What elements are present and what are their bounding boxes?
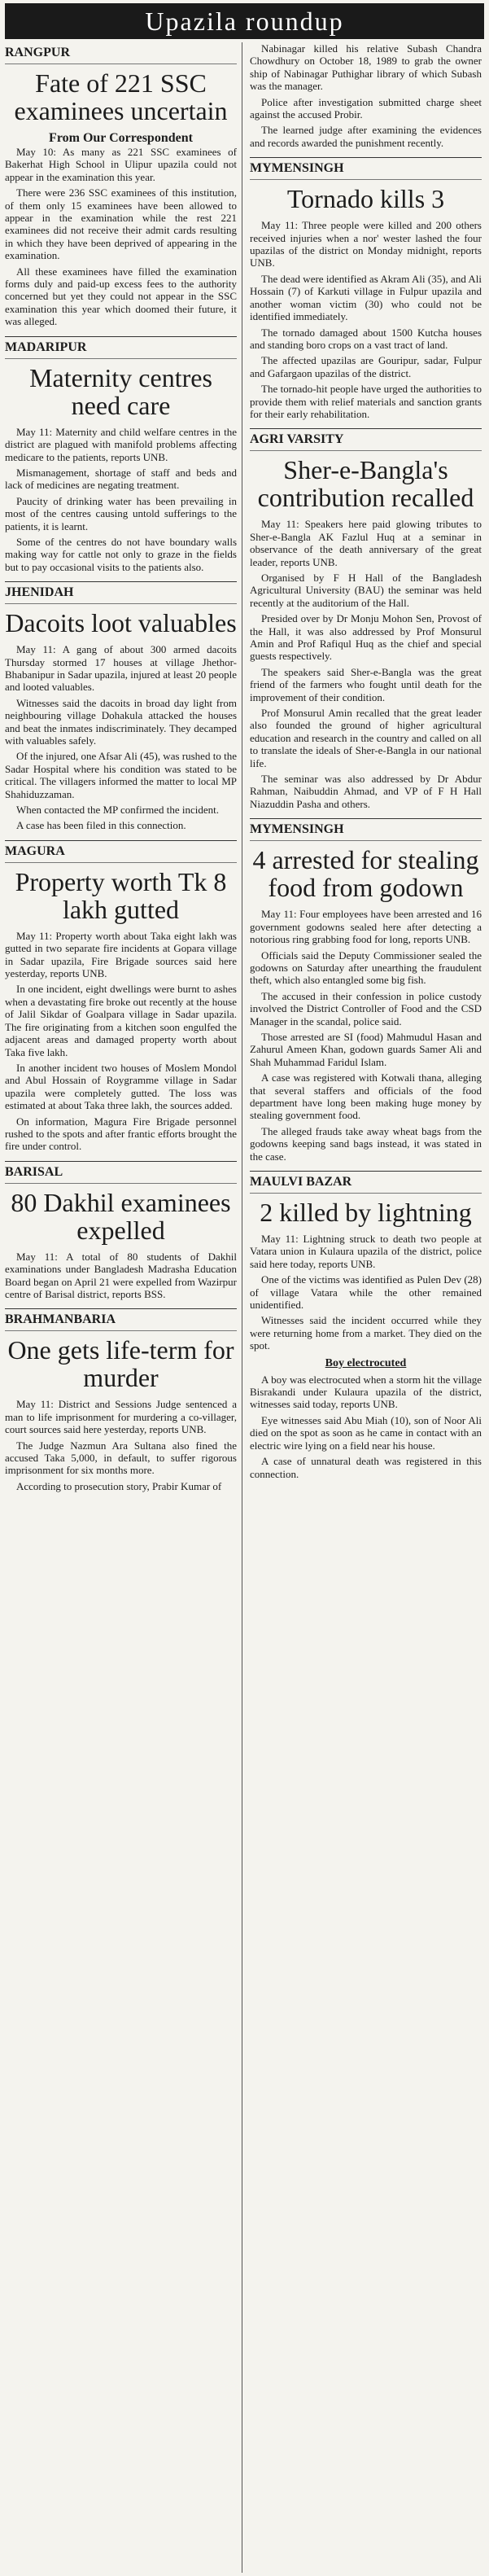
story-headline: Fate of 221 SSC examinees uncertain (14, 68, 228, 125)
story-paragraph: Witnesses said the incident occurred while they were returning home from a market. They died on the spot. (250, 1314, 482, 1352)
story-paragraph: May 11: Speakers here paid glowing tributes to Sher-e-Bangla AK Fazlul Huq at a seminar in observance of the death anniversary of the great leader, reports UNB. (250, 518, 482, 568)
story-paragraph: Of the injured, one Afsar Ali (45), was rushed to the Sadar Hospital where his condition was stated to be critical. The villagers informed the matter to local MP Shahiduzzaman. (5, 750, 237, 800)
news-story (250, 157, 482, 428)
story-paragraph: Police after investigation submitted charge sheet against the accused Probir. (250, 95, 482, 121)
story-dateline: MAULVI BAZAR (250, 1172, 482, 1194)
story-paragraph: May 10: As many as 221 SSC examinees of Bakerhat High School in Ulipur upazila could not appear in the examination this year. (5, 146, 237, 183)
news-story (250, 1171, 482, 1488)
story-paragraph: The tornado-hit people have urged the authorities to provide them with relief materials and sanction grants for their early rehabilitation. (250, 383, 482, 420)
story-paragraph: Those arrested are SI (food) Mahmudul Hasan and Zahurul Ameen Khan, godown guards Samer Ali and Shah Muhammad Faridul Islam. (250, 1030, 482, 1068)
story-paragraph: Organised by F H Hall of the Bangladesh Agricultural University (BAU) the seminar was held recently at the auditorium of the Hall. (250, 571, 482, 609)
story-paragraph: Witnesses said the dacoits in broad day light from neighbouring village Dohakula attacked the houses and beat the inmates indiscriminately. They decamped with valuables safely. (5, 696, 237, 747)
story-body (5, 643, 237, 832)
story-paragraph: The affected upazilas are Gouripur, sadar, Fulpur and Gafargaon upazilas of the district. (250, 354, 482, 379)
story-paragraph: All these examinees have filled the examination forms duly and paid-up excess fees to the authority concerned but yet they could not appear in the SSC examination this year which doomed their future, it was alleged. (5, 265, 237, 328)
news-story (250, 818, 482, 1171)
story-paragraph: Nabinagar killed his relative Subash Chandra Chowdhury on October 18, 1989 to grab the owner ship of Nabinagar Puthighar library of which Subash was the manager. (250, 42, 482, 93)
story-paragraph: There were 236 SSC examinees of this institution, of them only 15 examinees have been allowed to appear in the examination while the rest 221 examinees did not receive their admit cards resulting in which they have been deprived of appearing in the examination. (5, 186, 237, 262)
story-body (5, 1398, 237, 1492)
story-paragraph: Eye witnesses said Abu Miah (10), son of Noor Ali died on the spot as soon as he came in contact with an electric wire lying on a field near his house. (250, 1413, 482, 1452)
story-dateline: RANGPUR (5, 42, 237, 64)
story-body (5, 146, 237, 328)
news-story (5, 336, 237, 581)
news-story (5, 581, 237, 840)
news-story (250, 428, 482, 818)
story-headline: 2 killed by lightning (260, 1198, 472, 1227)
story-headline: Tornado kills 3 (286, 184, 445, 214)
story-dateline: AGRI VARSITY (250, 429, 482, 451)
news-story (5, 42, 237, 336)
story-dateline: JHENIDAH (5, 582, 237, 604)
story-headline: Maternity centres need care (29, 362, 212, 420)
story-paragraph: When contacted the MP confirmed the incident. (16, 804, 219, 817)
story-byline: From Our Correspondent (49, 131, 193, 145)
story-headline: Dacoits loot valuables (5, 608, 237, 638)
story-dateline: BRAHMANBARIA (5, 1309, 237, 1331)
story-headline: 80 Dakhil examinees expelled (11, 1187, 231, 1245)
story-paragraph: May 11: Lightning struck to death two people at Vatara union in Kulaura upazila of the district, police said here today, reports UNB. (250, 1233, 482, 1270)
story-paragraph: Presided over by Dr Monju Mohon Sen, Provost of the Hall, it was also addressed by Prof Monsurul Amin and Prof Rafiqul Huq as the chief and special guests respectively. (250, 612, 482, 663)
story-body (250, 42, 482, 149)
news-story (5, 1308, 237, 1500)
story-body (5, 930, 237, 1153)
story-body (5, 426, 237, 573)
story-paragraph: May 11: A gang of about 300 armed dacoits Thursday stormed 17 houses at village Jhethor-Bhabanipur in Sadar upazila, injured at least 20 people and looted valuables. (5, 643, 237, 694)
news-story (250, 42, 482, 157)
story-dateline: MADARIPUR (5, 337, 237, 359)
story-paragraph: Paucity of drinking water has been prevailing in most of the centres causing untold sufferings to the patients, it is learnt. (5, 494, 237, 532)
story-subheading: Boy electrocuted (325, 1356, 407, 1369)
story-paragraph: Mismanagement, shortage of staff and beds and lack of medicines are negating treatment. (5, 466, 237, 492)
story-paragraph: On information, Magura Fire Brigade personnel rushed to the spots and after frantic efforts brought the fire under control. (5, 1115, 237, 1153)
story-headline: One gets life-term for murder (7, 1335, 234, 1393)
story-paragraph: May 11: A total of 80 students of Dakhil examinations under Bangladesh Madrasha Education Board began on April 21 were expelled from Wazirpur centre of Barisal district, reports BSS. (5, 1250, 237, 1300)
story-paragraph: A case was registered with Kotwali thana, alleging that several staffers and officials of the food department have long been making huge money by stealing government food. (250, 1071, 482, 1122)
story-paragraph: A boy was electrocuted when a storm hit the village Bisrakandi under Kulaura upazila of the district, witnesses said today, reports UNB. (250, 1373, 482, 1411)
story-paragraph: The alleged frauds take away wheat bags from the godowns keeping sand bags instead, it was stated in the case. (250, 1124, 482, 1163)
story-body (250, 908, 482, 1163)
story-paragraph: A case has been filed in this connection. (16, 819, 186, 832)
story-paragraph: The seminar was also addressed by Dr Abdur Rahman, Naibuddin Ahmad, and VP of F H Hall Niazuddin Pasha and others. (250, 773, 482, 810)
story-paragraph: May 11: Property worth about Taka eight lakh was gutted in two separate fire incidents at Gopara village in Sadar upazila, Fire Brigade sources said here yesterday, reports UNB. (5, 929, 237, 980)
story-headline: 4 arrested for stealing food from godown (252, 845, 479, 903)
story-paragraph: May 11: Three people were killed and 200 others received injuries when a nor' wester lashed the four upazilas of the district on Monday midnight, reports UNB. (250, 219, 482, 269)
story-body (5, 1251, 237, 1301)
story-headline: Sher-e-Bangla's contribution recalled (257, 455, 474, 513)
story-paragraph: Prof Monsurul Amin recalled that the great leader also founded the ground of higher agricultural education and research in the country and called on all to translate the ideals of Sher-e-Bangla in our national life. (250, 707, 482, 769)
story-body (250, 1233, 482, 1480)
story-paragraph: Officials said the Deputy Commissioner sealed the godowns on Saturday after unearthing the fraudulent theft, which also entangled some big fish. (250, 948, 482, 987)
story-paragraph: The tornado damaged about 1500 Kutcha houses and standing boro crops on a vast tract of land. (250, 326, 482, 351)
story-paragraph: In one incident, eight dwellings were burnt to ashes when a devastating fire broke out recently at the house of Jalil Sikdar of Goalpara village in Sadar upazila. The fire originating from a kitchen soon engulfed the adjacent areas and damaged property worth about Taka five lakh. (5, 983, 237, 1058)
story-paragraph: May 11: District and Sessions Judge sentenced a man to life imprisonment for murdering a co-villager, court sources said here yesterday, reports UNB. (5, 1398, 237, 1436)
story-body (250, 219, 482, 420)
story-paragraph: The Judge Nazmun Ara Sultana also fined the accused Taka 5,000, in default, to suffer rigorous imprisonment for six months more. (5, 1439, 237, 1477)
story-paragraph: The accused in their confession in police custody involved the District Controller of Food and the CSD Manager in the scandal, police said. (250, 989, 482, 1027)
story-paragraph: The learned judge after examining the evidences and records awarded the punishment recently. (250, 124, 482, 149)
story-paragraph: In another incident two houses of Moslem Mondol and Abul Hossain of Roygramme village in Sadar upazila were completely gutted. The loss was estimated at about Taka three lakh, the sources added. (5, 1061, 237, 1112)
story-paragraph: A case of unnatural death was registered in this connection. (250, 1455, 482, 1480)
story-headline: Property worth Tk 8 lakh gutted (15, 866, 227, 924)
story-paragraph: Some of the centres do not have boundary walls making way for cattle not only to graze in the fields but to pay occasional visits to the patients also. (5, 535, 237, 573)
story-paragraph: May 11: Four employees have been arrested and 16 government godowns sealed here after detecting a notorious ring grabbing food for long, reports UNB. (250, 908, 482, 946)
left-column (5, 42, 237, 2573)
story-body (250, 518, 482, 810)
section-banner: Upazila roundup (5, 3, 484, 39)
news-story (5, 840, 237, 1161)
story-dateline: BARISAL (5, 1162, 237, 1184)
story-dateline: MYMENSINGH (250, 158, 482, 180)
story-paragraph: The dead were identified as Akram Ali (35), and Ali Hossain (7) of Karkuti village in Fulpur upazila and another woman victim (30) who could not be identified immediately. (250, 272, 482, 323)
story-paragraph: According to prosecution story, Prabir Kumar of (16, 1479, 222, 1492)
story-paragraph: One of the victims was identified as Pulen Dev (28) of village Vatara while the other remained unidentified. (250, 1273, 482, 1312)
story-dateline: MAGURA (5, 841, 237, 863)
story-paragraph: May 11: Maternity and child welfare centres in the district are plagued with manifold problems affecting medicare to the patients, reports UNB. (5, 425, 237, 463)
story-paragraph: The speakers said Sher-e-Bangla was the great friend of the farmers who fought until death for the improvement of their condition. (250, 665, 482, 703)
news-story (5, 1161, 237, 1309)
right-column (250, 42, 482, 2573)
story-dateline: MYMENSINGH (250, 819, 482, 841)
